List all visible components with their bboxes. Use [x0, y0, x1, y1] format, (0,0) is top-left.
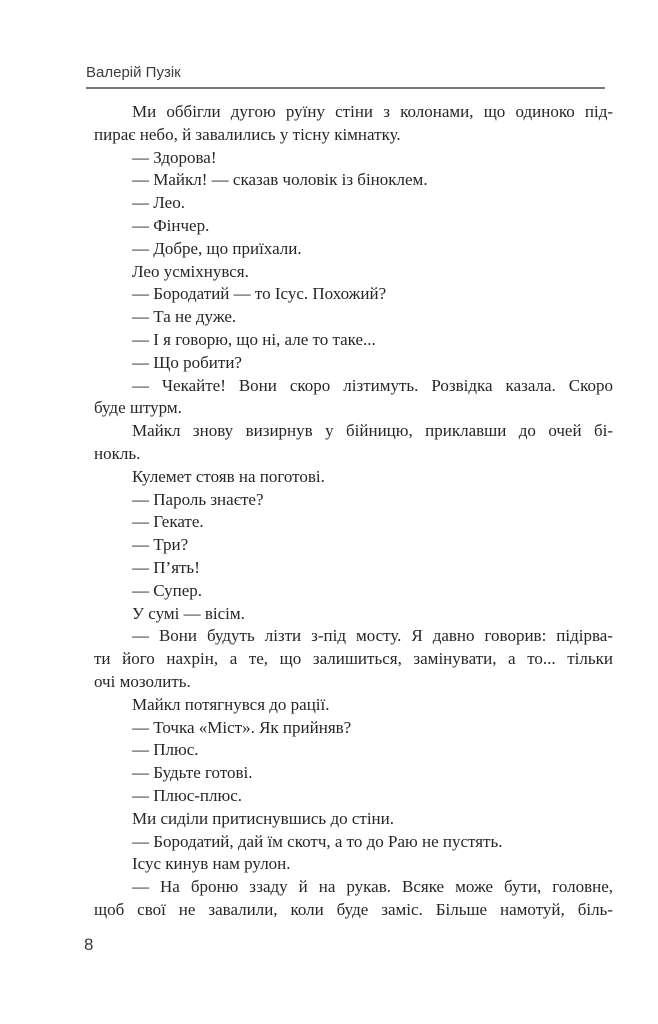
text-line	[94, 648, 613, 671]
text-line	[94, 192, 613, 215]
text-line-content: — І я говорю, що ні, але то таке...	[132, 329, 376, 349]
text-line-content: буде штурм.	[94, 398, 182, 418]
text-line	[94, 603, 613, 626]
text-line-content: — Майкл! — сказав чоловік із біноклем.	[132, 170, 428, 190]
text-line-content: — Пароль знаєте?	[132, 489, 264, 509]
text-line	[94, 261, 613, 284]
text-line	[94, 489, 613, 512]
text-line	[94, 329, 613, 352]
text-line	[94, 899, 613, 922]
text-line-content: пирає небо, й завалились у тісну кімнатку.	[94, 124, 401, 144]
text-line-content: Кулемет стояв на поготові.	[132, 466, 325, 486]
text-line-content: — Три?	[132, 535, 189, 555]
text-line-content: — Чекайте! Вони скоро лізтимуть. Розвідка казала. Скоро	[132, 375, 614, 395]
text-line-content: Ісус кинув нам рулон.	[132, 854, 291, 874]
text-line-content: — Плюс.	[132, 740, 199, 760]
text-line	[94, 853, 613, 876]
text-line-content: щоб свої не завалили, коли буде заміс. Більше намотуй, біль-	[94, 899, 613, 919]
text-line-content: — Лео.	[132, 193, 185, 213]
text-line	[94, 147, 613, 170]
text-block	[94, 101, 613, 922]
text-line-content: Майкл знову визирнув у бійницю, приклавши до очей бі-	[132, 421, 614, 441]
text-line-content: — Та не дуже.	[132, 307, 237, 327]
text-line-content: — Бородатий, дай їм скотч, а то до Раю не пустять.	[132, 831, 503, 851]
text-line-content: — П’ять!	[132, 557, 200, 577]
text-line-content: — Точка «Міст». Як прийняв?	[132, 717, 352, 737]
page-number: 8	[84, 935, 94, 954]
text-line-content: — Фінчер.	[132, 215, 210, 235]
text-line	[94, 694, 613, 717]
text-line-content: ти його нахрін, а те, що залишиться, замінувати, а то... тільки	[94, 649, 613, 669]
text-line-content: Лео усміхнувся.	[132, 261, 249, 281]
text-line	[94, 283, 613, 306]
text-line	[94, 511, 613, 534]
text-line-content: У сумі — вісім.	[132, 603, 245, 623]
text-line	[94, 739, 613, 762]
text-line	[94, 466, 613, 489]
text-line-content: — Здорова!	[132, 147, 217, 167]
text-line-content: очі мозолить.	[94, 671, 191, 691]
text-line-content: — Будьте готові.	[132, 763, 253, 783]
text-line	[94, 215, 613, 238]
text-line	[94, 785, 613, 808]
text-line-content: — Що робити?	[132, 352, 242, 372]
text-line-content: — Супер.	[132, 580, 203, 600]
text-line	[94, 169, 613, 192]
text-line-content: — Бородатий — то Ісус. Похожий?	[132, 284, 387, 304]
text-line-content: нокль.	[94, 443, 141, 463]
text-line	[94, 101, 613, 124]
text-line	[94, 238, 613, 261]
text-line	[94, 443, 613, 466]
text-line	[94, 876, 613, 899]
text-line	[94, 375, 613, 398]
text-line-content: Майкл потягнувся до рації.	[132, 694, 330, 714]
text-line-content: — Плюс-плюс.	[132, 785, 242, 805]
text-line	[94, 717, 613, 740]
text-line-content: — Добре, що приїхали.	[132, 238, 302, 258]
text-line	[94, 352, 613, 375]
text-line-content: Ми оббігли дугою руїну стіни з колонами, що одиноко під-	[132, 102, 614, 121]
text-line	[94, 831, 613, 854]
text-line	[94, 306, 613, 329]
text-line	[94, 625, 613, 648]
text-line	[94, 671, 613, 694]
text-line	[94, 808, 613, 831]
text-line-content: — Гекате.	[132, 512, 204, 532]
text-line	[94, 397, 613, 420]
author-name: Валерій Пузік	[86, 64, 181, 81]
text-line-content: — На броню ззаду й на рукав. Всяке може бути, головне,	[132, 877, 614, 897]
text-line	[94, 534, 613, 557]
text-line-content: — Вони будуть лізти з-під мосту. Я давно говорив: підірва-	[132, 626, 613, 646]
text-line	[94, 124, 613, 147]
text-line	[94, 762, 613, 785]
running-header	[86, 63, 605, 89]
text-line	[94, 580, 613, 603]
text-line	[94, 420, 613, 443]
text-line-content: Ми сиділи притиснувшись до стіни.	[132, 808, 394, 828]
text-line	[94, 557, 613, 580]
